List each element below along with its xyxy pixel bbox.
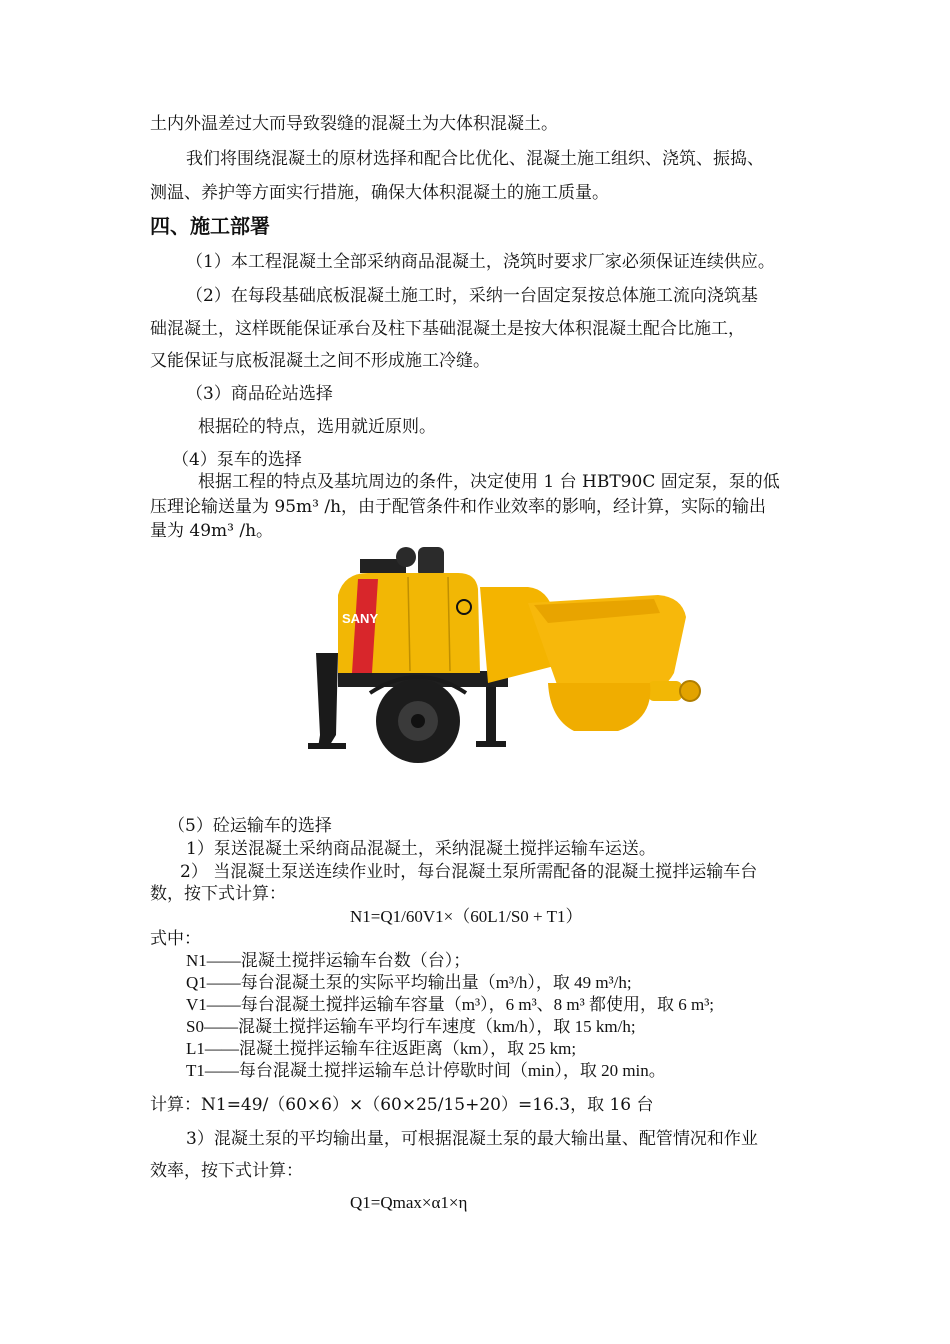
outlet-flange <box>680 681 700 701</box>
formula: N1=Q1/60V1×（60L1/S0 + T1） <box>350 907 583 926</box>
definition-line: Q1——每台混凝土泵的实际平均输出量（m³/h），取 49 m³/h; <box>186 973 632 992</box>
engine-housing <box>418 547 444 577</box>
paragraph-line: 1）泵送混凝土采纳商品混凝土，采纳混凝土搅拌运输车运送。 <box>186 839 656 859</box>
paragraph-line: 效率，按下式计算： <box>150 1161 303 1181</box>
brand-logo: SANY <box>342 611 379 626</box>
paragraph-line: 压理论输送量为 95m³ /h，由于配管条件和作业效率的影响，经计算，实际的输出 <box>150 497 767 517</box>
concrete-pump-image <box>298 543 722 801</box>
pump-lower-body <box>548 683 650 731</box>
definition-line: T1——每台混凝土搅拌运输车总计停歇时间（min），取 20 min。 <box>186 1061 666 1080</box>
list-item: （4）泵车的选择 <box>172 450 302 470</box>
exhaust-cap <box>396 547 416 567</box>
list-item: （1）本工程混凝土全部采纳商品混凝土，浇筑时要求厂家必须保证连续供应。 <box>186 252 775 272</box>
definition-line: L1——混凝土搅拌运输车往返距离（km），取 25 km; <box>186 1039 577 1058</box>
front-leg <box>316 653 338 748</box>
list-item: （2）在每段基础底板混凝土施工时，采纳一台固定泵按总体施工流向浇筑基 <box>186 286 758 306</box>
outlet-pipe <box>648 681 682 701</box>
paragraph-line: 式中： <box>150 929 201 949</box>
list-item: （3）商品砼站选择 <box>186 384 333 404</box>
list-item: （5）砼运输车的选择 <box>168 816 332 836</box>
definition-line: N1——混凝土搅拌运输车台数（台）； <box>186 951 471 970</box>
formula: Q1=Qmax×α1×η <box>350 1193 468 1212</box>
paragraph-line: 又能保证与底板混凝土之间不形成施工冷缝。 <box>150 351 490 371</box>
paragraph-line: 3）混凝土泵的平均输出量，可根据混凝土泵的最大输出量、配管情况和作业 <box>186 1129 758 1149</box>
paragraph-line: 根据砼的特点，选用就近原则。 <box>198 417 436 437</box>
paragraph-line: 我们将围绕混凝土的原材选择和配合比优化、混凝土施工组织、浇筑、振捣、 <box>186 149 764 169</box>
definition-line: S0——混凝土搅拌运输车平均行车速度（km/h），取 15 km/h; <box>186 1017 636 1036</box>
paragraph-line: 测温、养护等方面实行措施，确保大体积混凝土的施工质量。 <box>150 183 609 203</box>
calculation-line: 计算：N1=49/（60×6）×（60×25/15+20）=16.3，取 16 台 <box>150 1095 654 1115</box>
paragraph-line: 2） 当混凝土泵送连续作业时，每台混凝土泵所需配备的混凝土搅拌运输车台 <box>180 862 758 882</box>
definition-line: V1——每台混凝土搅拌运输车容量（m³），6 m³、8 m³ 都使用，取 6 m³; <box>186 995 715 1014</box>
front-foot <box>308 743 346 749</box>
paragraph-line: 数，按下式计算： <box>150 884 286 904</box>
rear-foot <box>476 741 506 747</box>
paragraph-line: 础混凝土，这样既能保证承台及柱下基础混凝土是按大体积混凝土配合比施工， <box>150 319 745 339</box>
section-heading: 四、施工部署 <box>150 214 270 238</box>
paragraph-line: 根据工程的特点及基坑周边的条件，决定使用 1 台 HBT90C 固定泵，泵的低 <box>198 472 780 492</box>
paragraph-line: 土内外温差过大而导致裂缝的混凝土为大体积混凝土。 <box>150 114 558 134</box>
paragraph-line: 量为 49m³ /h。 <box>150 521 274 541</box>
